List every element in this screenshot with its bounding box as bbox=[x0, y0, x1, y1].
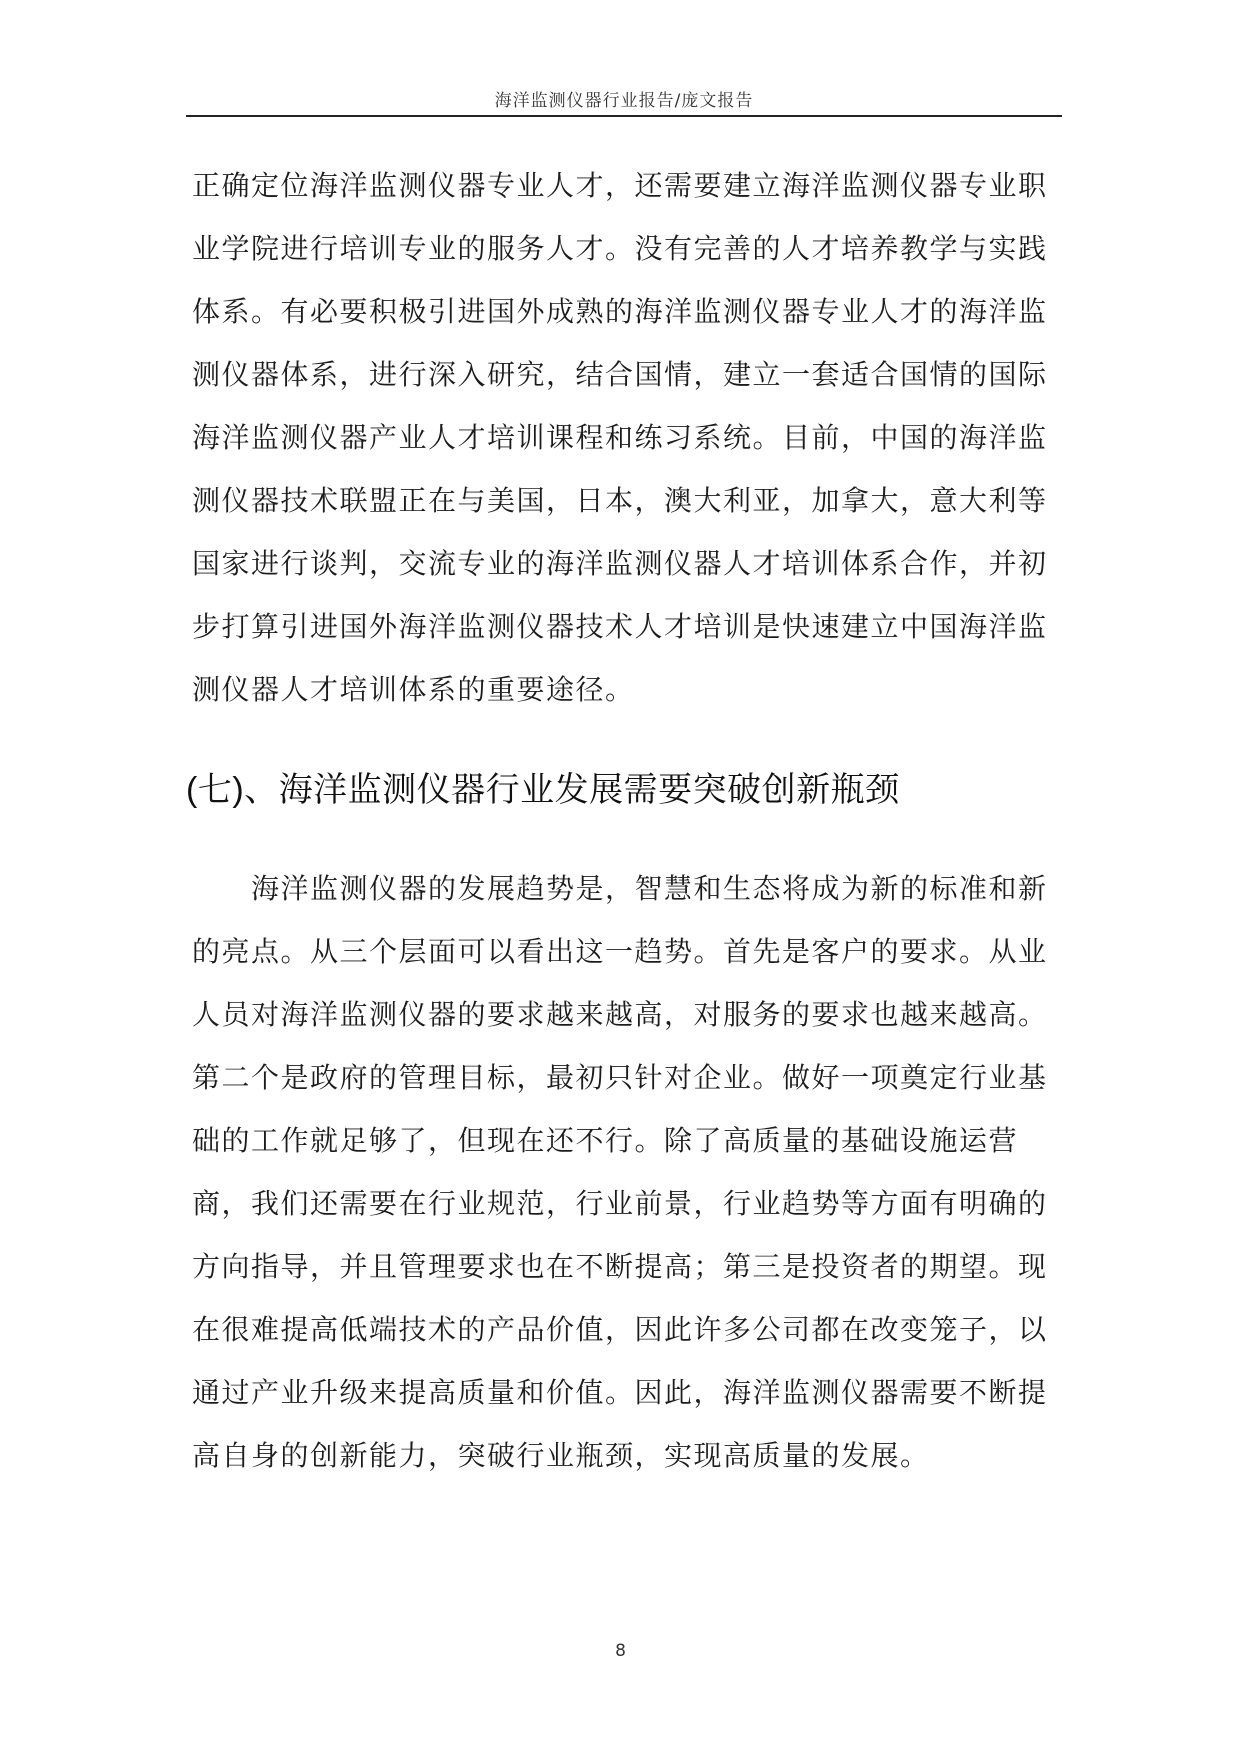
paragraph-talent-training: 正确定位海洋监测仪器专业人才，还需要建立海洋监测仪器专业职业学院进行培训专业的服务人才。没有完善的人才培养教学与实践体系。有必要积极引进国外成熟的海洋监测仪器专业人才的海洋监测仪器体系，进行深入研究，结合国情，建立一套适合国情的国际海洋监测仪器产业人才培训课程和练习系统。目前，中国的海洋监测仪器技术联盟正在与美国，日本，澳大利亚，加拿大，意大利等国家进行谈判，交流专业的海洋监测仪器人才培训体系合作，并初步打算引进国外海洋监测仪器技术人才培训是快速建立中国海洋监测仪器人才培训体系的重要途径。 bbox=[192, 169, 1048, 706]
running-header: 海洋监测仪器行业报告/庞文报告 bbox=[494, 91, 754, 111]
paragraph-development-trend: 海洋监测仪器的发展趋势是，智慧和生态将成为新的标准和新的亮点。从三个层面可以看出这一趋势。首先是客户的要求。从业人员对海洋监测仪器的要求越来越高，对服务的要求也越来越高。第二个是政府的管理目标，最初只针对企业。做好一项奠定行业基础的工作就足够了，但现在还不行。除了高质量的基础设施运营商，我们还需要在行业规范，行业前景，行业趋势等方面有明确的方向指导，并且管理要求也在不断提高；第三是投资者的期望。现在很难提高低端技术的产品价值，因此许多公司都在改变笼子，以通过产业升级来提高质量和价值。因此，海洋监测仪器需要不断提高自身的创新能力，突破行业瓶颈，实现高质量的发展。 bbox=[192, 872, 1048, 1472]
section-heading: (七)、海洋监测仪器行业发展需要突破创新瓶颈 bbox=[186, 771, 900, 809]
page-number: 8 bbox=[615, 1641, 626, 1661]
header-divider bbox=[186, 115, 1062, 117]
